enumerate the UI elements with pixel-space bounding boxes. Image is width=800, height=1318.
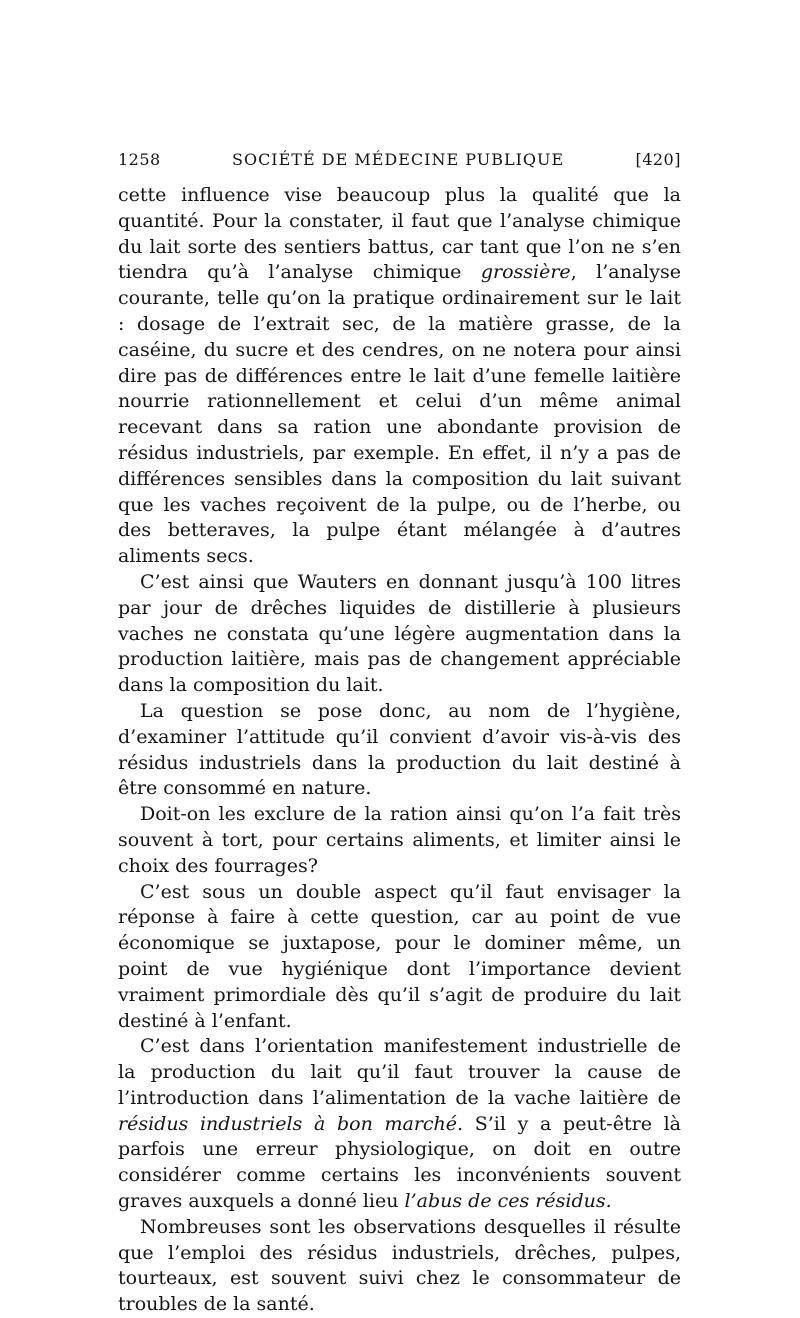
paragraph xyxy=(118,1034,681,1215)
paragraph xyxy=(118,802,681,879)
paragraph xyxy=(118,699,681,802)
page-body xyxy=(118,183,681,1318)
text-run: Nombreuses sont les observations desquelles il résulte que l’emploi des résidus industriels, drêches, pulpes, tourteaux, est souvent suivi chez le consommateur de troubles de la santé. xyxy=(118,1215,681,1316)
text-run: cette influence vise beaucoup plus la qualité que la quantité. Pour la constater, il faut que l’analyse chimique du lait sorte des sentiers battus, car tant que l’on ne s’en tiendra qu’à l’analyse chimique xyxy=(118,184,681,284)
running-header xyxy=(118,150,681,169)
text-run: C’est ainsi que Wauters en donnant jusqu’à 100 litres par jour de drêches liquides de distillerie à plusieurs vaches ne constata qu’une légère augmentation dans la production laitière, mais pas de changement appréciable dans la composition du lait. xyxy=(118,570,681,697)
running-title: SOCIÉTÉ DE MÉDECINE PUBLIQUE xyxy=(231,150,565,169)
paragraph xyxy=(118,880,681,1035)
italic-text: grossière xyxy=(480,261,571,284)
paragraph xyxy=(118,570,681,699)
text-run: S’il y a peut-être là parfois une erreur physiologique, on doit en outre considérer comme certains les inconvénients souvent graves auxquels a donné lieu xyxy=(118,1112,682,1213)
text-run: C’est sous un double aspect qu’il faut envisager la réponse à faire à cette question, car au point de vue économique se juxtapose, pour le dominer même, un point de vue hygiénique dont l’importance devient vraiment primordiale dès qu’il s’agit de produire du lait destiné à l’enfant. xyxy=(118,880,681,1032)
text-run: C’est dans l’orientation manifestement industrielle de la production du lait qu’il faut trouver la cause de l’introduction dans l’alimentation de la vache laitière de xyxy=(118,1035,681,1109)
bracket-number: [420] xyxy=(635,150,681,169)
text-run: Doit-on les exclure de la ration ainsi qu’on l’a fait très souvent à tort, pour certains aliments, et limiter ainsi le choix des fourrages? xyxy=(118,803,681,877)
paragraph xyxy=(118,183,681,570)
text-run: , l’analyse courante, telle qu’on la pratique ordinairement sur le lait : dosage de l’extrait sec, de la matière grasse, de la caséine, du sucre et des cendres, on ne notera pour ainsi dire pas de différences entre le lait d’une femelle laitière nourrie rationnellement et celui d’un même animal recevant dans sa ration une abondante provision de résidus industriels, par exemple. En effet, il n’y a pas de différences sensibles dans la composition du lait suivant que les vaches reçoivent de la pulpe, ou de l’herbe, ou des betteraves, la pulpe étant mélangée à d’autres aliments secs. xyxy=(118,261,681,568)
italic-text: l’abus de ces résidus. xyxy=(404,1190,612,1213)
paragraph xyxy=(118,1215,681,1318)
text-run: La question se pose donc, au nom de l’hygiène, d’examiner l’attitude qu’il convient d’avoir vis-à-vis des résidus industriels dans la production du lait destiné à être consommé en nature. xyxy=(118,699,681,800)
page-number: 1258 xyxy=(118,150,161,169)
italic-text: résidus industriels à bon marché. xyxy=(118,1112,464,1135)
